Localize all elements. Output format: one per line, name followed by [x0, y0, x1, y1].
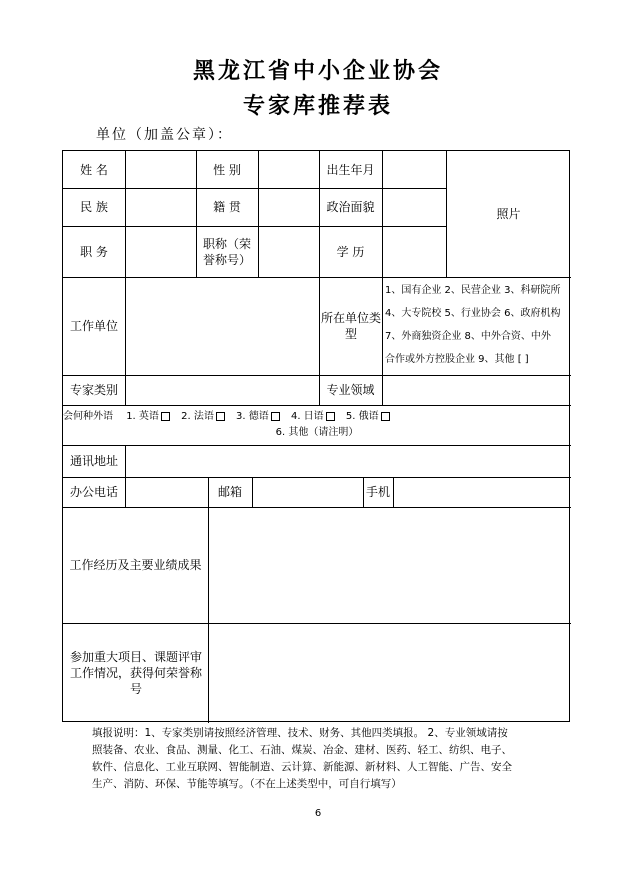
unit-type-label: 所在单位类型 [321, 311, 382, 341]
unit-type-option-line: 合作或外方控股企业 9、其他 [ ] [385, 354, 529, 365]
email-label: 邮箱 [217, 485, 242, 499]
title-honor-label: 职称（荣誉称号） [202, 236, 251, 267]
office-phone-label: 办公电话 [69, 485, 118, 499]
checkbox-icon [161, 412, 170, 421]
recommendation-form-table [62, 150, 570, 722]
page-number: 6 [314, 808, 322, 819]
language-label: 会何种外语 [63, 411, 113, 422]
ethnicity-field[interactable] [125, 188, 196, 226]
filling-instructions [92, 725, 552, 793]
unit-type-option-line: 1、国有企业 2、民营企业 3、科研院所 [385, 285, 561, 296]
gender-label: 性 别 [213, 162, 241, 177]
instruction-line: 生产、消防、环保、节能等填写。（不在上述类型中，可自行填写） [92, 778, 402, 790]
email-field[interactable] [252, 477, 363, 507]
checkbox-icon [326, 412, 335, 421]
education-label: 学 历 [336, 244, 365, 259]
work-history-field[interactable] [208, 507, 571, 623]
document-subtitle: 专家库推荐表 [242, 94, 393, 119]
document-title: 黑龙江省中小企业协会 [192, 59, 443, 84]
checkbox-icon [381, 412, 390, 421]
professional-field-label: 专业领域 [326, 383, 375, 397]
gender-field[interactable] [258, 151, 319, 188]
education-field[interactable] [382, 226, 446, 277]
language-option-other[interactable]: 6. 其他（请注明） [275, 427, 359, 438]
professional-field-input[interactable] [382, 375, 571, 405]
position-field[interactable] [125, 226, 196, 277]
instruction-line: 照装备、农业、食品、测量、化工、石油、煤炭、冶金、建材、医药、轻工、纺织、电子、 [92, 744, 512, 756]
name-label: 姓 名 [80, 162, 108, 177]
address-label: 通讯地址 [69, 454, 118, 468]
checkbox-icon [271, 412, 280, 421]
instruction-line: 填报说明：1、专家类别请按照经济管理、技术、财务、其他四类填报。 2、专业领域请按 [92, 727, 508, 739]
work-unit-label: 工作单位 [69, 319, 118, 333]
checkbox-icon [216, 412, 225, 421]
birth-field[interactable] [382, 151, 446, 188]
language-option-japanese[interactable]: 4. 日语 [291, 411, 337, 422]
address-field[interactable] [125, 445, 571, 477]
native-place-field[interactable] [258, 188, 319, 226]
expert-category-label: 专家类别 [69, 383, 118, 397]
mobile-field[interactable] [393, 477, 571, 507]
language-option-german[interactable]: 3. 德语 [236, 411, 282, 422]
unit-type-options[interactable] [382, 279, 571, 373]
title-honor-field[interactable] [258, 226, 319, 277]
language-row [63, 405, 571, 445]
expert-category-field[interactable] [125, 375, 319, 405]
projects-field[interactable] [208, 623, 571, 723]
projects-label: 参加重大项目、课题评审工作情况，获得何荣誉称号 [69, 650, 202, 696]
political-status-field[interactable] [382, 188, 446, 226]
photo-label: 照片 [496, 207, 521, 221]
mobile-label: 手机 [365, 485, 390, 499]
unit-stamp-label: 单位（加盖公章）： [96, 127, 233, 143]
language-option-russian[interactable]: 5. 俄语 [346, 411, 392, 422]
ethnicity-label: 民 族 [80, 200, 108, 214]
birth-label: 出生年月 [326, 162, 375, 177]
native-place-label: 籍 贯 [213, 200, 241, 214]
office-phone-field[interactable] [125, 477, 208, 507]
photo-box[interactable] [446, 151, 571, 277]
language-option-english[interactable]: 1. 英语 [126, 411, 172, 422]
name-field[interactable] [125, 151, 196, 188]
language-option-french[interactable]: 2. 法语 [181, 411, 227, 422]
work-unit-field[interactable] [125, 277, 319, 375]
unit-type-option-line: 4、大专院校 5、行业协会 6、政府机构 [385, 308, 561, 319]
instruction-line: 软件、信息化、工业互联网、智能制造、云计算、新能源、新材料、人工智能、广告、安全 [92, 761, 512, 773]
political-status-label: 政治面貌 [326, 200, 375, 214]
position-label: 职 务 [80, 244, 108, 259]
unit-type-option-line: 7、外商独资企业 8、中外合资、中外 [385, 331, 551, 342]
work-history-label: 工作经历及主要业绩成果 [69, 558, 202, 572]
